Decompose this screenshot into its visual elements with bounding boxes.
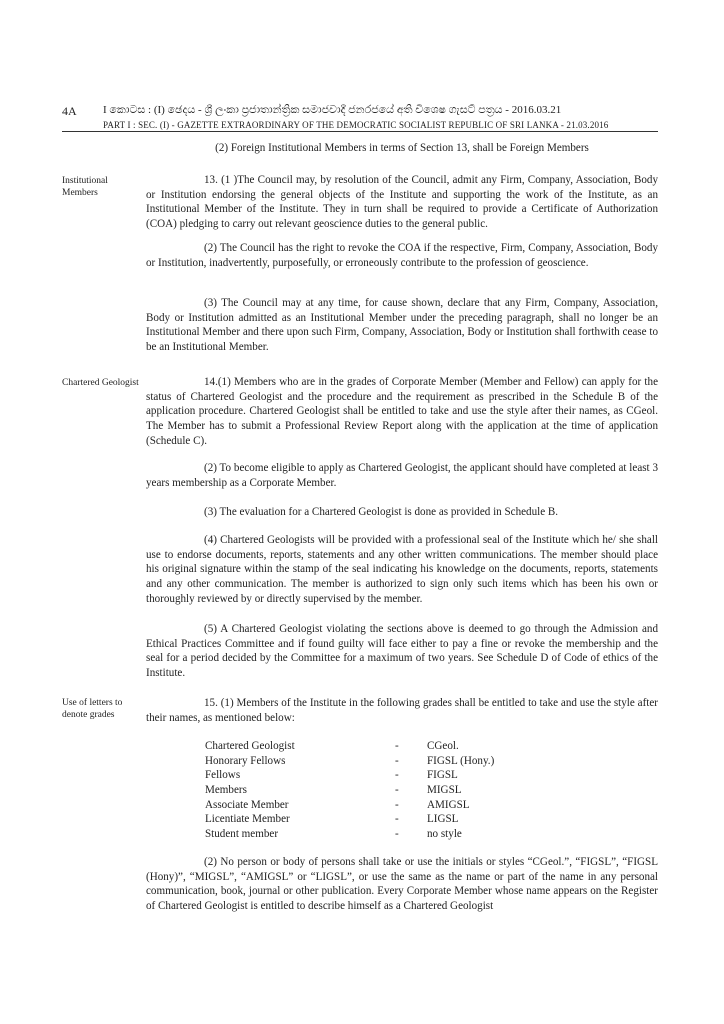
- grade-abbreviation: LIGSL: [427, 813, 459, 826]
- grade-row: [205, 768, 547, 783]
- header-english-line: PART I : SEC. (I) - GAZETTE EXTRAORDINARY OF THE DEMOCRATIC SOCIALIST REPUBLIC OF SRI LANKA - 21.03.2016: [103, 120, 609, 130]
- grade-abbreviation: no style: [427, 828, 462, 841]
- grade-row: [205, 798, 547, 813]
- grade-abbreviation: FIGSL: [427, 769, 458, 782]
- paragraph-13-2: (2) The Council has the right to revoke the COA if the respective, Firm, Company, Association, Body or Institution, inadvertently, purposefully, or erroneously contribute to the profession of geoscience.: [146, 242, 658, 269]
- paragraph-15-2: (2) No person or body of persons shall take or use the initials or styles “CGeol.”, “FIGSL”, “FIGSL (Hony)”, “MIGSL”, “AMIGSL” or “LIGSL”, or use the same as the name or part of the name in any personal communication, book, journal or other publication. Every Corporate Member whose name appears on the Register of Chartered Geologist is entitled to describe himself as a Chartered Geologist: [146, 856, 658, 913]
- header-sinhala-line: I කොටස : (I) ඡෙදය - ශ්‍රී ලංකා ප්‍රජාතාන්ත්‍රික සමාජවාදී ජනරජයේ අති විශෙෂ ගැසට් පත්‍රය - 2016.03.21: [103, 104, 562, 116]
- grade-name: Members: [205, 784, 247, 797]
- grade-abbreviation: AMIGSL: [427, 798, 470, 811]
- grade-name: Associate Member: [205, 798, 289, 811]
- paragraph-12-2: (2) Foreign Institutional Members in terms of Section 13, shall be Foreign Members: [215, 142, 589, 154]
- grade-abbreviation: MIGSL: [427, 784, 462, 797]
- grade-abbreviation: CGeol.: [427, 740, 459, 752]
- paragraph-13-1: 13. (1 )The Council may, by resolution of the Council, admit any Firm, Company, Association, Body or Institution endorsing the general objects of the Institute and supporting the work of the Institute, as an Institutional Member of the Institute. They in turn shall be required to provide a Certificate of Authorization (COA) pledging to carry out relevant geoscience duties to the general public.: [146, 174, 658, 231]
- grade-dash: -: [395, 740, 399, 752]
- grade-row: [205, 783, 547, 798]
- grade-name: Fellows: [205, 769, 241, 782]
- grades-table: [205, 739, 547, 842]
- paragraph-14-3: (3) The evaluation for a Chartered Geologist is done as provided in Schedule B.: [204, 506, 559, 518]
- paragraph-14-5: (5) A Chartered Geologist violating the sections above is deemed to go through the Admission and Ethical Practices Committee and if found guilty will face either to pay a fine or revoke the membership and the seal for a period decided by the Committee for a maximum of two years. See Schedule D of Code of ethics of the Institute.: [146, 623, 658, 680]
- paragraph-14-1: 14.(1) Members who are in the grades of Corporate Member (Member and Fellow) can apply for the status of Chartered Geologist and the procedure and the requirement as prescribed in the Schedule B of the application procedure. Chartered Geologist shall be entitled to take and use the style after their names, as CGeol. The Member has to submit a Professional Review Report along with the application at the time of application (Schedule C).: [146, 376, 658, 447]
- paragraph-15-1: 15. (1) Members of the Institute in the following grades shall be entitled to take and use the style after their names, as mentioned below:: [146, 697, 658, 724]
- grade-dash: -: [395, 754, 399, 767]
- grade-dash: -: [395, 784, 399, 797]
- margin-note-chartered-geologist: Chartered Geologist: [62, 378, 139, 388]
- margin-note-use-of-letters: Use of letters to denote grades: [62, 698, 123, 720]
- grade-row: [205, 739, 547, 754]
- grade-abbreviation: FIGSL (Hony.): [427, 754, 495, 767]
- grade-row: [205, 812, 547, 827]
- page-number: 4A: [62, 104, 77, 118]
- grade-dash: -: [395, 828, 399, 841]
- grade-row: [205, 754, 547, 769]
- grade-dash: -: [395, 813, 399, 826]
- margin-note-institutional-members: Institutional Members: [62, 176, 108, 198]
- grade-row: [205, 827, 547, 842]
- paragraph-14-2: (2) To become eligible to apply as Chartered Geologist, the applicant should have completed at least 3 years membership as a Corporate Member.: [146, 462, 658, 489]
- grade-name: Chartered Geologist: [205, 740, 295, 752]
- grade-name: Licentiate Member: [205, 813, 290, 826]
- paragraph-14-4: (4) Chartered Geologists will be provided with a professional seal of the Institute which he/ she shall use to endorse documents, reports, statements and any other written communications. The member should place his original signature within the stamp of the seal indicating his knowledge on the documents, reports, statements and any other communication. The member is authorized to sign only such items which has been his own or thoroughly reviewed by or directly supervised by the member.: [146, 534, 658, 605]
- grade-dash: -: [395, 798, 399, 811]
- grade-dash: -: [395, 769, 399, 782]
- grade-name: Honorary Fellows: [205, 754, 286, 767]
- grade-name: Student member: [205, 828, 279, 841]
- paragraph-13-3: (3) The Council may at any time, for cause shown, declare that any Firm, Company, Association, Body or Institution admitted as an Institutional Member under the preceding paragraph, shall no longer be an Institutional Member and there upon such Firm, Company, Association, Body or Institution shall forthwith cease to be an Institutional Member.: [146, 297, 658, 354]
- header-divider: [62, 131, 658, 132]
